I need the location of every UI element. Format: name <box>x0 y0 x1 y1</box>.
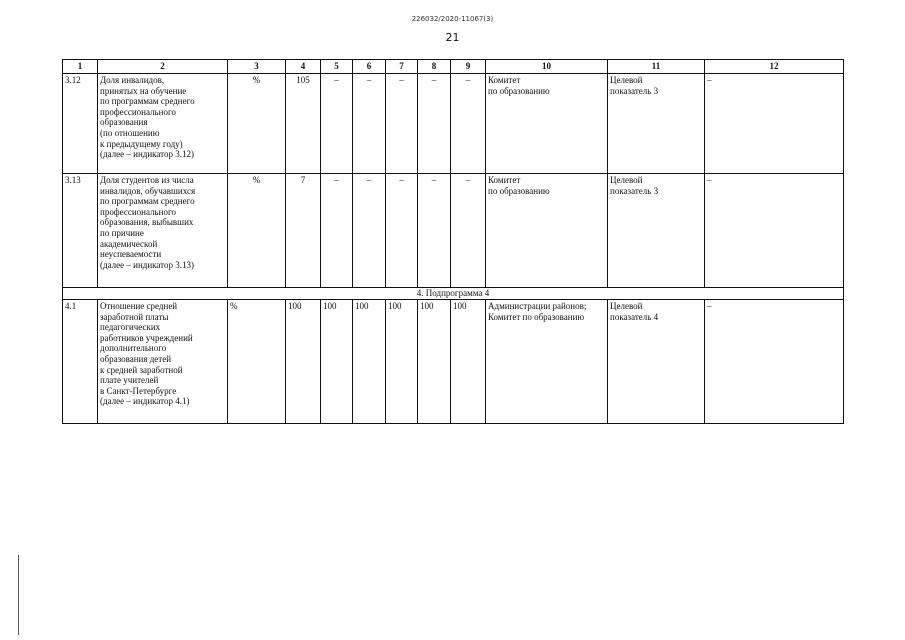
value-cell: 105 <box>286 74 321 174</box>
scan-edge-line <box>18 555 19 635</box>
page-number: 21 <box>445 31 460 44</box>
indicator-type-cell: Целевой показатель 4 <box>608 300 705 424</box>
value-cell: – <box>418 74 451 174</box>
value-cell: – <box>451 174 486 288</box>
value-cell: – <box>418 174 451 288</box>
responsible-cell: Комитет по образованию <box>486 74 608 174</box>
unit-cell: % <box>228 300 286 424</box>
value-cell: 100 <box>451 300 486 424</box>
unit-cell: % <box>228 174 286 288</box>
column-header: 9 <box>451 60 486 74</box>
value-cell: – <box>451 74 486 174</box>
value-cell: – <box>386 174 418 288</box>
indicator-table <box>62 59 844 424</box>
row-id: 3.13 <box>63 174 98 288</box>
value-cell: 100 <box>353 300 386 424</box>
column-header: 2 <box>98 60 228 74</box>
indicator-name: Отношение средней заработной платы педагогических работников учреждений дополнительного образования детей к средней заработной плате учителей в Санкт-Петербурге (далее – индикатор 4.1) <box>98 300 228 424</box>
value-cell: 100 <box>386 300 418 424</box>
indicator-type-cell: Целевой показатель 3 <box>608 174 705 288</box>
subprogram-title: 4. Подпрограмма 4 <box>63 288 844 300</box>
responsible-cell: Комитет по образованию <box>486 174 608 288</box>
value-cell: – <box>353 74 386 174</box>
table-row <box>63 74 844 174</box>
table-header-row <box>63 60 844 74</box>
column-header: 10 <box>486 60 608 74</box>
unit-cell: % <box>228 74 286 174</box>
value-cell: – <box>353 174 386 288</box>
column-header: 11 <box>608 60 705 74</box>
column-header: 1 <box>63 60 98 74</box>
row-id: 3.12 <box>63 74 98 174</box>
note-cell: – <box>705 300 844 424</box>
column-header: 4 <box>286 60 321 74</box>
value-cell: 100 <box>418 300 451 424</box>
value-cell: 100 <box>321 300 353 424</box>
document-id: 226032/2020-11067(3) <box>411 15 494 23</box>
subprogram-row <box>63 288 844 300</box>
row-id: 4.1 <box>63 300 98 424</box>
column-header: 12 <box>705 60 844 74</box>
column-header: 5 <box>321 60 353 74</box>
value-cell: – <box>321 74 353 174</box>
note-cell: – <box>705 74 844 174</box>
indicator-type-cell: Целевой показатель 3 <box>608 74 705 174</box>
indicator-name: Доля студентов из числа инвалидов, обучавшихся по программам среднего профессионального образования, выбывших по причине академической неуспеваемости (далее – индикатор 3.13) <box>98 174 228 288</box>
responsible-cell: Администрации районов; Комитет по образованию <box>486 300 608 424</box>
value-cell: 7 <box>286 174 321 288</box>
value-cell: 100 <box>286 300 321 424</box>
column-header: 8 <box>418 60 451 74</box>
table-row <box>63 174 844 288</box>
column-header: 6 <box>353 60 386 74</box>
column-header: 7 <box>386 60 418 74</box>
value-cell: – <box>321 174 353 288</box>
table-row <box>63 300 844 424</box>
value-cell: – <box>386 74 418 174</box>
note-cell: – <box>705 174 844 288</box>
indicator-name: Доля инвалидов, принятых на обучение по программам среднего профессионального образования (по отношению к предыдущему году) (далее – индикатор 3.12) <box>98 74 228 174</box>
column-header: 3 <box>228 60 286 74</box>
